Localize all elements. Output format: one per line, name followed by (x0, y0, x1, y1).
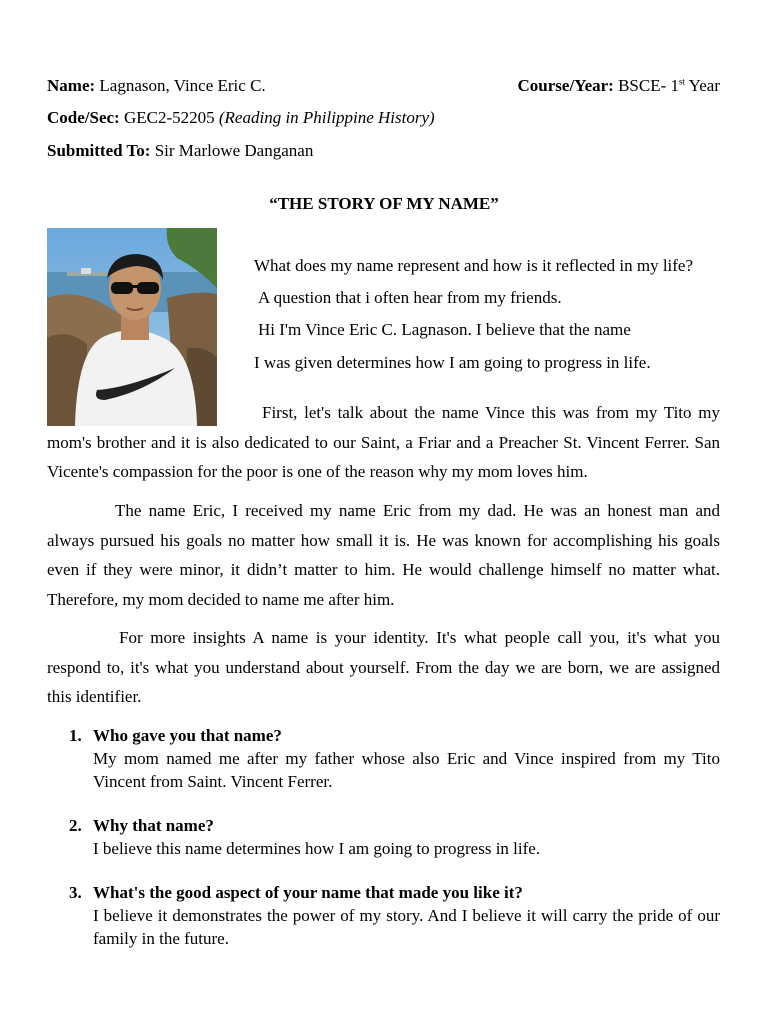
question-title: What's the good aspect of your name that made you like it? (93, 883, 523, 902)
paragraph-text: First, let's talk about the name Vince this was from my Tito my mom's brother and it is also dedicated to our Saint, a Friar and a Preacher St. Vincent Ferrer. San Vicente's compassion for the poor is one of the reason why my mom loves him. (47, 403, 720, 481)
page-title: “THE STORY OF MY NAME” (269, 194, 499, 213)
intro-line: What does my name represent and how is it reflected in my life? (254, 256, 694, 275)
question-title: Why that name? (93, 816, 214, 835)
submitted-value: Sir Marlowe Danganan (154, 141, 314, 160)
submitted-label: Submitted To: (47, 141, 151, 160)
code-subject: (Reading in Philippine History) (218, 108, 435, 127)
question-number: 2. (69, 816, 82, 835)
paragraph (47, 398, 720, 487)
question-number: 3. (69, 883, 82, 902)
name-label: Name: (47, 76, 96, 95)
intro-line: I was given determines how I am going to progress in life. (254, 353, 651, 372)
intro-line: A question that i often hear from my friends. (258, 288, 562, 307)
paragraph-text: For more insights A name is your identity. It's what people call you, it's what you respond to, it's what you understand about yourself. From the day we are born, we are assigned this identifier. (47, 628, 720, 706)
question-title: Who gave you that name? (93, 726, 282, 745)
course-label: Course/Year: (517, 76, 614, 95)
course-superscript: st (679, 76, 686, 87)
paragraph (47, 623, 720, 712)
paragraph-text: The name Eric, I received my name Eric from my dad. He was an honest man and always pursued his goals no matter how small it is. He was known for accomplishing his goals even if they were minor, it didn’t matter to him. He would challenge himself no matter what. Therefore, my mom decided to name me after him. (47, 501, 720, 609)
name-value: Lagnason, Vince Eric C. (99, 76, 266, 95)
submitted-field (47, 141, 313, 161)
course-field (518, 76, 720, 96)
question-number: 1. (69, 726, 82, 745)
question-answer: I believe this name determines how I am going to progress in life. (93, 839, 541, 858)
paragraph (47, 496, 720, 614)
intro-line: Hi I'm Vince Eric C. Lagnason. I believe that the name (258, 320, 631, 339)
portrait-photo-svg (47, 228, 217, 426)
code-value: GEC2-52205 (123, 108, 215, 127)
course-value: BSCE- 1st Year (618, 76, 720, 95)
code-field (47, 108, 435, 128)
portrait-photo (47, 228, 217, 426)
name-field (47, 76, 266, 96)
question-answer: My mom named me after my father whose also Eric and Vince inspired from my Tito Vincent from Saint. Vincent Ferrer. (93, 749, 720, 791)
question-answer: I believe it demonstrates the power of my story. And I believe it will carry the pride of our family in the future. (93, 906, 720, 948)
code-label: Code/Sec: (47, 108, 120, 127)
